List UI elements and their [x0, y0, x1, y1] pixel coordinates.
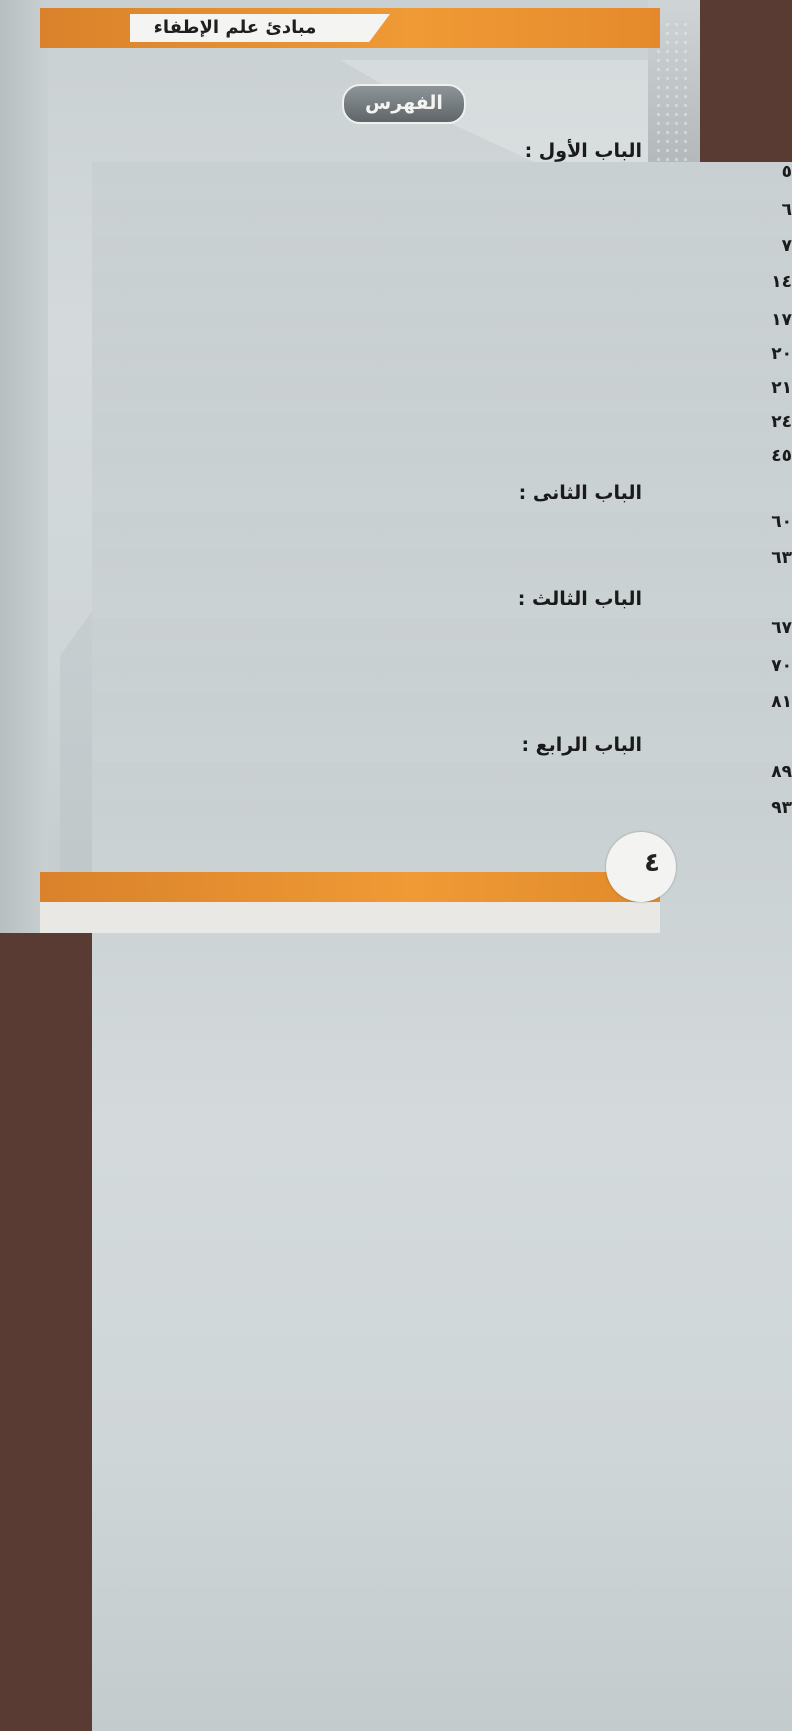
part-heading: الباب الثالث : — [517, 588, 642, 610]
toc-entry-page: ٢٠ — [92, 344, 792, 1277]
toc-entry[interactable] — [92, 618, 792, 648]
toc-entry[interactable] — [92, 310, 792, 340]
toc-entry-page: ٢١ — [92, 378, 792, 1311]
toc-entry-page: ٦٠ — [92, 512, 792, 1445]
toc-entry-page: ٤٥ — [92, 446, 792, 1379]
toc-entry[interactable] — [92, 446, 792, 476]
toc-entry-page: ٧٠ — [92, 656, 792, 1589]
toc-entry[interactable] — [92, 798, 792, 828]
part-heading: الباب الرابع : — [521, 734, 642, 756]
toc-entry[interactable] — [92, 344, 792, 374]
toc-entry[interactable] — [92, 412, 792, 442]
toc-entry-page: ٨١ — [92, 692, 792, 1625]
toc-entry[interactable] — [92, 378, 792, 408]
toc-entry-page: ٥ — [92, 162, 792, 1095]
table-of-contents — [90, 130, 792, 850]
footer-white-band — [40, 902, 660, 933]
toc-entry[interactable] — [92, 762, 792, 792]
toc-entry-page: ٨٩ — [92, 762, 792, 1695]
part-heading: الباب الأول : — [524, 140, 642, 162]
toc-entry[interactable] — [92, 512, 792, 542]
toc-entry-page: ٦٣ — [92, 548, 792, 1481]
toc-entry-page: ١٧ — [92, 310, 792, 1243]
toc-entry[interactable] — [92, 200, 792, 230]
page-number: ٤ — [644, 848, 660, 878]
toc-entry-page: ٧ — [92, 236, 792, 1169]
footer-orange-band — [40, 872, 660, 902]
toc-entry[interactable] — [92, 692, 792, 722]
toc-entry[interactable] — [92, 272, 792, 302]
toc-entry[interactable] — [92, 548, 792, 578]
book-title: مبادئ علم الإطفاء — [153, 17, 317, 38]
toc-entry-page: ٩٣ — [92, 798, 792, 1731]
page-number-badge — [606, 832, 676, 902]
toc-entry[interactable] — [92, 162, 792, 192]
toc-entry-page: ٦٧ — [92, 618, 792, 1551]
page-binding-shadow — [0, 0, 48, 933]
toc-title: الفهرس — [342, 84, 466, 124]
header-band — [40, 0, 660, 62]
part-heading: الباب الثانى : — [518, 482, 642, 504]
toc-entry-page: ٦ — [92, 200, 792, 1133]
toc-entry-page: ٢٤ — [92, 412, 792, 1345]
toc-entry[interactable] — [92, 656, 792, 686]
toc-entry[interactable] — [92, 236, 792, 266]
toc-entry-page: ١٤ — [92, 272, 792, 1205]
